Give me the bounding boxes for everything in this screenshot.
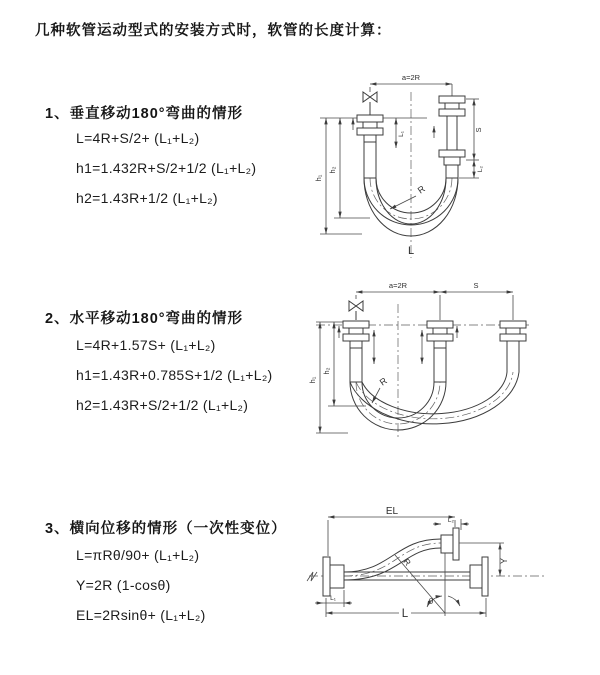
formula-line: L=4R+S/2+ (L₁+L₂) <box>76 130 200 146</box>
angle-construction <box>395 553 460 616</box>
dim-label-s: S <box>473 281 479 290</box>
right-pipe-fitting <box>434 84 465 178</box>
dim-label-h2: h₂ <box>328 166 337 174</box>
dim-label-s: S <box>474 127 483 133</box>
break-symbol <box>307 572 317 581</box>
left-flange <box>323 557 344 596</box>
formula-line: h2=1.43R+1/2 (L₁+L₂) <box>76 190 218 206</box>
formula-line: L=4R+1.57S+ (L₁+L₂) <box>76 337 216 353</box>
valve-icon <box>363 92 377 115</box>
dim-label-h1: h₁ <box>314 174 323 182</box>
dim-label-y: Y <box>499 557 509 565</box>
formula-line: L=πRθ/90+ (L₁+L₂) <box>76 547 200 563</box>
dim-label-h2: h₂ <box>322 367 331 375</box>
dim-label-width: a=2R <box>388 281 408 290</box>
dim-label-l: L <box>407 245 415 257</box>
dim-label-r: R <box>415 183 427 196</box>
diagram-horizontal-180-bend <box>308 276 593 466</box>
diagram-lateral-displacement <box>303 503 598 658</box>
formula-line: h1=1.43R+0.785S+1/2 (L₁+L₂) <box>76 367 273 383</box>
dim-label-r: R <box>401 556 414 568</box>
displaced-hose <box>344 539 441 580</box>
dim-label-l1: L₁ <box>330 595 336 602</box>
right-flange <box>470 557 488 596</box>
dim-label-l: L <box>401 608 409 620</box>
right-pipe-fitting <box>500 321 526 372</box>
dim-label-r: R <box>377 375 389 388</box>
dimensions <box>308 281 513 433</box>
valve-icon <box>349 301 363 320</box>
dim-label-theta: θ <box>428 597 434 606</box>
upper-flange <box>441 528 459 560</box>
dim-label-l1: L₁ <box>398 131 405 137</box>
dim-label-width: a=2R <box>401 73 421 82</box>
formula-line: h2=1.43R+S/2+1/2 (L₁+L₂) <box>76 397 249 413</box>
diagram-vertical-180-bend <box>312 68 587 263</box>
section3-heading: 3、横向位移的情形（一次性变位） <box>45 521 287 537</box>
formula-line: h1=1.432R+S/2+1/2 (L₁+L₂) <box>76 160 257 176</box>
dimensions <box>315 506 509 620</box>
left-pipe-fitting <box>353 115 383 178</box>
formula-line: EL=2Rsinθ+ (L₁+L₂) <box>76 607 206 623</box>
dim-label-h1: h₁ <box>308 376 317 384</box>
section1-heading: 1、垂直移动180°弯曲的情形 <box>45 106 244 122</box>
dim-label-el: EL <box>385 506 399 517</box>
section2-heading: 2、水平移动180°弯曲的情形 <box>45 311 244 327</box>
formula-line: Y=2R (1-cosθ) <box>76 577 171 593</box>
page-title: 几种软管运动型式的安装方式时，软管的长度计算： <box>35 23 392 39</box>
middle-pipe-fitting <box>427 321 457 382</box>
dim-label-l2: L₂ <box>447 517 455 524</box>
dim-label-l2: L₂ <box>477 165 484 173</box>
left-pipe-fitting <box>339 321 369 382</box>
